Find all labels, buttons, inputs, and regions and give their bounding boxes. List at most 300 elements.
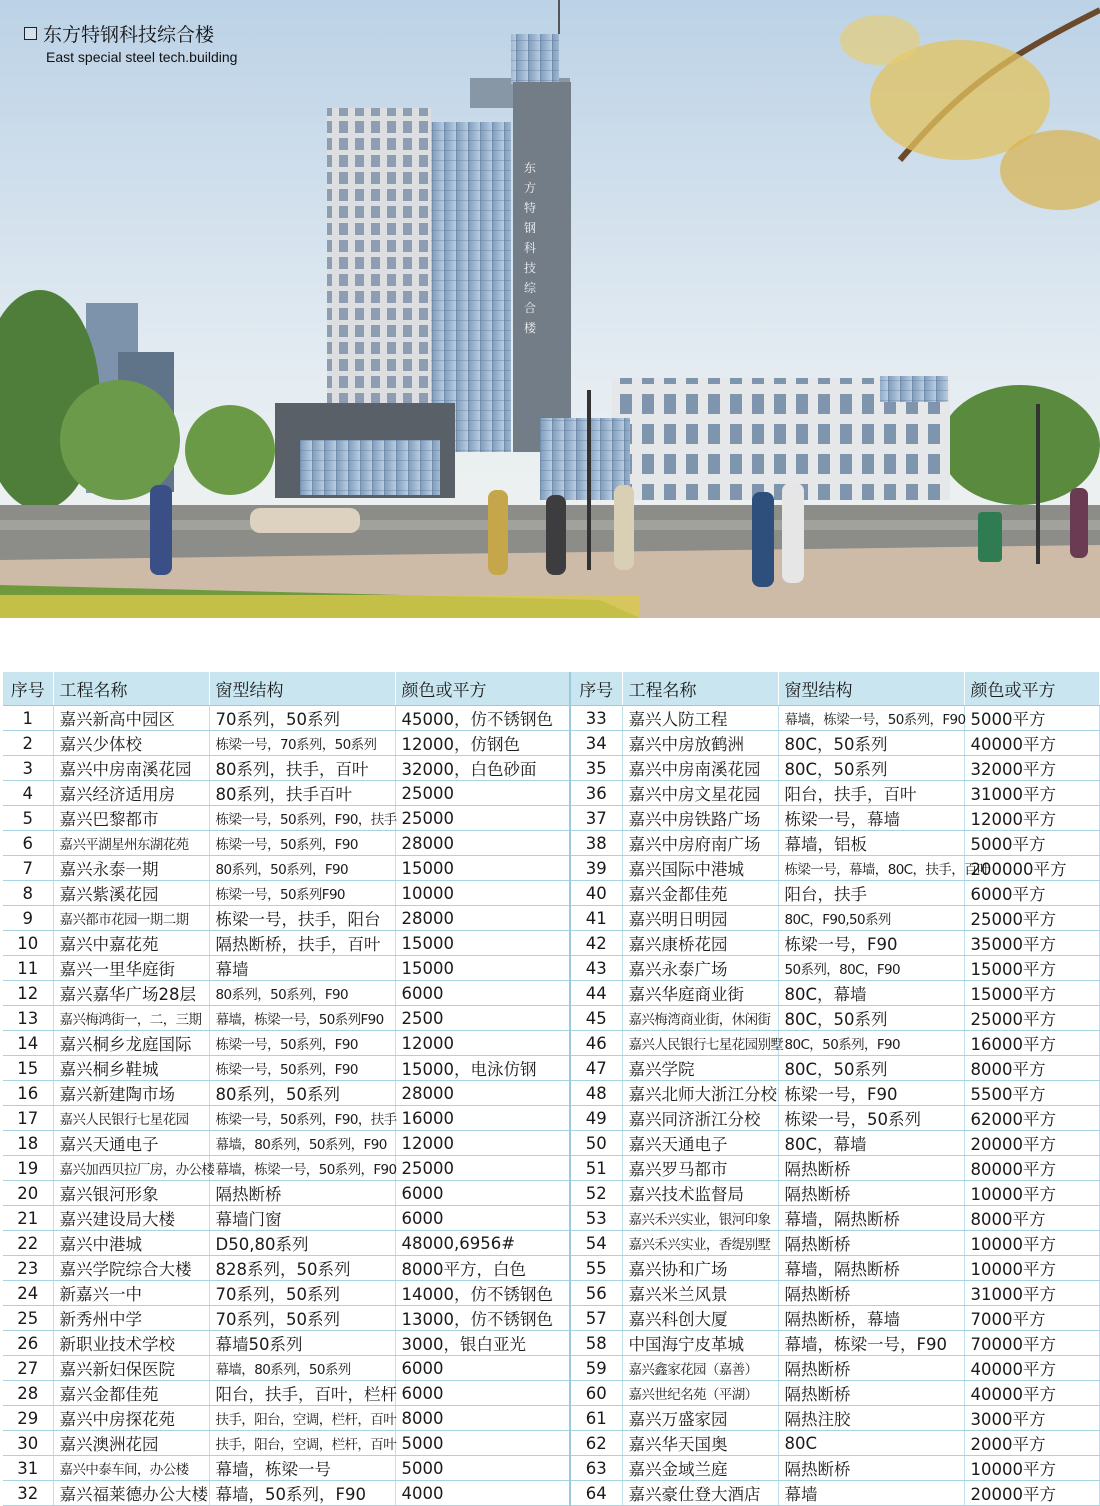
- window-type-cell: 幕墙，栋梁一号，50系列F90: [209, 1006, 395, 1031]
- project-name-cell: 嘉兴紫溪花园: [53, 881, 209, 906]
- window-type-cell: 80C，50系列: [778, 1006, 964, 1031]
- color-area-cell: 25000: [395, 806, 570, 831]
- window-type-cell: 隔热断桥: [778, 1231, 964, 1256]
- window-type-cell: 隔热断桥: [209, 1181, 395, 1206]
- window-type-cell: 阳台，扶手，百叶，栏杆: [209, 1381, 395, 1406]
- window-type-cell: D50,80系列: [209, 1231, 395, 1256]
- project-name-cell: 嘉兴新高中园区: [53, 706, 209, 731]
- color-area-cell: 12000: [395, 1131, 570, 1156]
- project-name-cell: 新嘉兴一中: [53, 1281, 209, 1306]
- table-row: [3, 1106, 1099, 1131]
- color-area-cell: 12000，仿钢色: [395, 731, 570, 756]
- seq-cell: 34: [570, 731, 622, 756]
- table-body: [3, 706, 1099, 1506]
- table-row: [3, 906, 1099, 931]
- window-type-cell: 828系列，50系列: [209, 1256, 395, 1281]
- seq-cell: 59: [570, 1356, 622, 1381]
- window-type-cell: 70系列，50系列: [209, 706, 395, 731]
- seq-cell: 56: [570, 1281, 622, 1306]
- color-area-cell: 200000平方: [964, 856, 1099, 881]
- table-row: [3, 1131, 1099, 1156]
- building-caption: [24, 20, 237, 65]
- table-row: [3, 1356, 1099, 1381]
- caption-title-en: East special steel tech.building: [46, 49, 238, 65]
- project-name-cell: 嘉兴华庭商业街: [622, 981, 778, 1006]
- table-row: [3, 931, 1099, 956]
- column-header: 颜色或平方: [395, 672, 570, 706]
- window-type-cell: 栋梁一号，F90: [778, 1081, 964, 1106]
- table-row: [3, 1081, 1099, 1106]
- project-name-cell: 嘉兴科创大厦: [622, 1306, 778, 1331]
- color-area-cell: 32000平方: [964, 756, 1099, 781]
- color-area-cell: 5000平方: [964, 706, 1099, 731]
- seq-cell: 10: [3, 931, 53, 956]
- color-area-cell: 70000平方: [964, 1331, 1099, 1356]
- project-name-cell: 嘉兴中房铁路广场: [622, 806, 778, 831]
- color-area-cell: 15000平方: [964, 981, 1099, 1006]
- table-row: [3, 1381, 1099, 1406]
- table-row: [3, 731, 1099, 756]
- window-type-cell: 80系列，50系列，F90: [209, 981, 395, 1006]
- project-name-cell: 嘉兴人民银行七星花园: [53, 1106, 209, 1131]
- seq-cell: 14: [3, 1031, 53, 1056]
- color-area-cell: 6000: [395, 1356, 570, 1381]
- project-name-cell: 嘉兴明日明园: [622, 906, 778, 931]
- seq-cell: 64: [570, 1481, 622, 1506]
- color-area-cell: 5000平方: [964, 831, 1099, 856]
- seq-cell: 42: [570, 931, 622, 956]
- square-bullet-icon: [24, 27, 37, 40]
- window-type-cell: 扶手，阳台，空调，栏杆，百叶: [209, 1431, 395, 1456]
- color-area-cell: 6000: [395, 1206, 570, 1231]
- table-row: [3, 1256, 1099, 1281]
- project-name-cell: 嘉兴华天国奥: [622, 1431, 778, 1456]
- table-row: [3, 1431, 1099, 1456]
- color-area-cell: 13000，仿不锈钢色: [395, 1306, 570, 1331]
- project-name-cell: 嘉兴福莱德办公大楼: [53, 1481, 209, 1506]
- project-name-cell: 嘉兴人民银行七星花园别墅: [622, 1031, 778, 1056]
- table-row: [3, 1281, 1099, 1306]
- seq-cell: 33: [570, 706, 622, 731]
- project-name-cell: 嘉兴中泰车间，办公楼: [53, 1456, 209, 1481]
- window-type-cell: 幕墙50系列: [209, 1331, 395, 1356]
- window-type-cell: 阳台，扶手，百叶: [778, 781, 964, 806]
- color-area-cell: 4000: [395, 1481, 570, 1506]
- color-area-cell: 48000,6956#: [395, 1231, 570, 1256]
- window-type-cell: 栋梁一号，50系列: [778, 1106, 964, 1131]
- window-type-cell: 隔热断桥，扶手，百叶: [209, 931, 395, 956]
- color-area-cell: 12000平方: [964, 806, 1099, 831]
- seq-cell: 37: [570, 806, 622, 831]
- seq-cell: 28: [3, 1381, 53, 1406]
- project-name-cell: 嘉兴中房放鹤洲: [622, 731, 778, 756]
- window-type-cell: 栋梁一号，50系列，F90，扶手: [209, 806, 395, 831]
- color-area-cell: 5500平方: [964, 1081, 1099, 1106]
- window-type-cell: 栋梁一号，70系列，50系列: [209, 731, 395, 756]
- window-type-cell: 80C，50系列: [778, 756, 964, 781]
- window-type-cell: 幕墙，栋梁一号，50系列，F90: [209, 1156, 395, 1181]
- project-name-cell: 嘉兴人防工程: [622, 706, 778, 731]
- seq-cell: 13: [3, 1006, 53, 1031]
- column-header: 序号: [3, 672, 53, 706]
- project-name-cell: 嘉兴金域兰庭: [622, 1456, 778, 1481]
- table-row: [3, 956, 1099, 981]
- seq-cell: 62: [570, 1431, 622, 1456]
- seq-cell: 54: [570, 1231, 622, 1256]
- color-area-cell: 8000平方: [964, 1206, 1099, 1231]
- table-row: [3, 1306, 1099, 1331]
- table-row: [3, 881, 1099, 906]
- project-name-cell: 嘉兴中嘉花苑: [53, 931, 209, 956]
- seq-cell: 39: [570, 856, 622, 881]
- seq-cell: 43: [570, 956, 622, 981]
- color-area-cell: 28000: [395, 906, 570, 931]
- project-name-cell: 嘉兴国际中港城: [622, 856, 778, 881]
- window-type-cell: 80C，F90,50系列: [778, 906, 964, 931]
- project-name-cell: 嘉兴万盛家园: [622, 1406, 778, 1431]
- color-area-cell: 10000平方: [964, 1456, 1099, 1481]
- project-name-cell: 嘉兴协和广场: [622, 1256, 778, 1281]
- project-name-cell: 嘉兴中港城: [53, 1231, 209, 1256]
- color-area-cell: 40000平方: [964, 1356, 1099, 1381]
- window-type-cell: 阳台，扶手: [778, 881, 964, 906]
- column-header: 工程名称: [622, 672, 778, 706]
- color-area-cell: 10000: [395, 881, 570, 906]
- window-type-cell: 栋梁一号，幕墙，80C，扶手，百叶: [778, 856, 964, 881]
- building-rendering: [0, 0, 1100, 618]
- window-type-cell: 80系列，扶手百叶: [209, 781, 395, 806]
- window-type-cell: 栋梁一号，幕墙: [778, 806, 964, 831]
- window-type-cell: 隔热断桥: [778, 1281, 964, 1306]
- color-area-cell: 15000平方: [964, 956, 1099, 981]
- color-area-cell: 16000: [395, 1106, 570, 1131]
- window-type-cell: 幕墙，80系列，50系列，F90: [209, 1131, 395, 1156]
- project-name-cell: 嘉兴澳洲花园: [53, 1431, 209, 1456]
- color-area-cell: 28000: [395, 831, 570, 856]
- project-name-cell: 嘉兴米兰风景: [622, 1281, 778, 1306]
- seq-cell: 57: [570, 1306, 622, 1331]
- window-type-cell: 隔热断桥，幕墙: [778, 1306, 964, 1331]
- window-type-cell: 80系列，50系列: [209, 1081, 395, 1106]
- seq-cell: 3: [3, 756, 53, 781]
- column-header: 窗型结构: [778, 672, 964, 706]
- seq-cell: 29: [3, 1406, 53, 1431]
- window-type-cell: 幕墙，栋梁一号，F90: [778, 1331, 964, 1356]
- seq-cell: 24: [3, 1281, 53, 1306]
- project-name-cell: 嘉兴新建陶市场: [53, 1081, 209, 1106]
- project-name-cell: 嘉兴建设局大楼: [53, 1206, 209, 1231]
- seq-cell: 8: [3, 881, 53, 906]
- color-area-cell: 31000平方: [964, 781, 1099, 806]
- table-row: [3, 706, 1099, 731]
- table-row: [3, 1181, 1099, 1206]
- window-type-cell: 栋梁一号，50系列F90: [209, 881, 395, 906]
- window-type-cell: 80系列，扶手，百叶: [209, 756, 395, 781]
- color-area-cell: 6000: [395, 981, 570, 1006]
- project-name-cell: 嘉兴梅湾商业街，休闲街: [622, 1006, 778, 1031]
- seq-cell: 23: [3, 1256, 53, 1281]
- window-type-cell: 70系列，50系列: [209, 1306, 395, 1331]
- color-area-cell: 25000: [395, 781, 570, 806]
- color-area-cell: 8000平方，白色: [395, 1256, 570, 1281]
- window-type-cell: 70系列，50系列: [209, 1281, 395, 1306]
- seq-cell: 18: [3, 1131, 53, 1156]
- color-area-cell: 12000: [395, 1031, 570, 1056]
- seq-cell: 41: [570, 906, 622, 931]
- seq-cell: 20: [3, 1181, 53, 1206]
- seq-cell: 16: [3, 1081, 53, 1106]
- color-area-cell: 35000平方: [964, 931, 1099, 956]
- project-name-cell: 嘉兴加西贝拉厂房，办公楼: [53, 1156, 209, 1181]
- table-row: [3, 1031, 1099, 1056]
- color-area-cell: 10000平方: [964, 1256, 1099, 1281]
- seq-cell: 30: [3, 1431, 53, 1456]
- window-type-cell: 80系列，50系列，F90: [209, 856, 395, 881]
- seq-cell: 17: [3, 1106, 53, 1131]
- main-tower-left: [327, 108, 431, 408]
- project-name-cell: 嘉兴梅鸿街一，二，三期: [53, 1006, 209, 1031]
- color-area-cell: 16000平方: [964, 1031, 1099, 1056]
- seq-cell: 63: [570, 1456, 622, 1481]
- project-name-cell: 嘉兴金都佳苑: [53, 1381, 209, 1406]
- project-name-cell: 嘉兴金都佳苑: [622, 881, 778, 906]
- seq-cell: 1: [3, 706, 53, 731]
- window-type-cell: 80C，幕墙: [778, 1131, 964, 1156]
- color-area-cell: 2000平方: [964, 1431, 1099, 1456]
- color-area-cell: 25000: [395, 1156, 570, 1181]
- window-type-cell: 80C，50系列: [778, 1056, 964, 1081]
- window-type-cell: 隔热断桥: [778, 1356, 964, 1381]
- color-area-cell: 80000平方: [964, 1156, 1099, 1181]
- seq-cell: 36: [570, 781, 622, 806]
- window-type-cell: 扶手，阳台，空调，栏杆，百叶: [209, 1406, 395, 1431]
- color-area-cell: 6000: [395, 1181, 570, 1206]
- project-name-cell: 嘉兴都市花园一期二期: [53, 906, 209, 931]
- seq-cell: 50: [570, 1131, 622, 1156]
- project-name-cell: 嘉兴天通电子: [53, 1131, 209, 1156]
- window-type-cell: 80C，50系列，F90: [778, 1031, 964, 1056]
- project-name-cell: 嘉兴嘉华广场28层: [53, 981, 209, 1006]
- window-type-cell: 幕墙，铝板: [778, 831, 964, 856]
- color-area-cell: 8000: [395, 1406, 570, 1431]
- window-type-cell: 幕墙，80系列，50系列: [209, 1356, 395, 1381]
- table-row: [3, 1156, 1099, 1181]
- column-header: 窗型结构: [209, 672, 395, 706]
- seq-cell: 31: [3, 1456, 53, 1481]
- seq-cell: 12: [3, 981, 53, 1006]
- window-type-cell: 隔热断桥: [778, 1181, 964, 1206]
- seq-cell: 51: [570, 1156, 622, 1181]
- project-name-cell: 嘉兴经济适用房: [53, 781, 209, 806]
- project-name-cell: 嘉兴平湖星州东湖花苑: [53, 831, 209, 856]
- table-row: [3, 981, 1099, 1006]
- project-name-cell: 嘉兴中房探花苑: [53, 1406, 209, 1431]
- seq-cell: 44: [570, 981, 622, 1006]
- color-area-cell: 32000，白色砂面: [395, 756, 570, 781]
- seq-cell: 49: [570, 1106, 622, 1131]
- building-illustration: [0, 0, 1100, 618]
- color-area-cell: 5000: [395, 1456, 570, 1481]
- project-name-cell: 嘉兴世纪名苑（平湖）: [622, 1381, 778, 1406]
- project-name-cell: 嘉兴中房南溪花园: [53, 756, 209, 781]
- seq-cell: 27: [3, 1356, 53, 1381]
- window-type-cell: 50系列，80C，F90: [778, 956, 964, 981]
- window-type-cell: 80C: [778, 1431, 964, 1456]
- seq-cell: 19: [3, 1156, 53, 1181]
- seq-cell: 47: [570, 1056, 622, 1081]
- color-area-cell: 15000，电泳仿钢: [395, 1056, 570, 1081]
- project-name-cell: 嘉兴中房府南广场: [622, 831, 778, 856]
- seq-cell: 25: [3, 1306, 53, 1331]
- seq-cell: 58: [570, 1331, 622, 1356]
- table-row: [3, 1456, 1099, 1481]
- project-name-cell: 嘉兴技术监督局: [622, 1181, 778, 1206]
- color-area-cell: 8000平方: [964, 1056, 1099, 1081]
- tower-sign: 东方特钢科技综合楼: [523, 161, 536, 335]
- seq-cell: 38: [570, 831, 622, 856]
- window-type-cell: 幕墙，栋梁一号，50系列，F90: [778, 706, 964, 731]
- window-type-cell: 栋梁一号，50系列，F90: [209, 1056, 395, 1081]
- window-type-cell: 隔热断桥: [778, 1456, 964, 1481]
- project-name-cell: 嘉兴鑫家花园（嘉善）: [622, 1356, 778, 1381]
- color-area-cell: 2500: [395, 1006, 570, 1031]
- color-area-cell: 62000平方: [964, 1106, 1099, 1131]
- caption-title-zh: 东方特钢科技综合楼: [43, 24, 215, 46]
- color-area-cell: 15000: [395, 956, 570, 981]
- seq-cell: 48: [570, 1081, 622, 1106]
- window-type-cell: 幕墙，栋梁一号: [209, 1456, 395, 1481]
- seq-cell: 53: [570, 1206, 622, 1231]
- column-header: 颜色或平方: [964, 672, 1099, 706]
- table-row: [3, 831, 1099, 856]
- window-type-cell: 幕墙，隔热断桥: [778, 1206, 964, 1231]
- window-type-cell: 栋梁一号，50系列，F90: [209, 831, 395, 856]
- project-name-cell: 嘉兴新妇保医院: [53, 1356, 209, 1381]
- table-row: [3, 781, 1099, 806]
- color-area-cell: 7000平方: [964, 1306, 1099, 1331]
- project-name-cell: 嘉兴桐乡龙庭国际: [53, 1031, 209, 1056]
- window-type-cell: 栋梁一号，扶手，阳台: [209, 906, 395, 931]
- table-row: [3, 1006, 1099, 1031]
- seq-cell: 4: [3, 781, 53, 806]
- project-name-cell: 嘉兴禾兴实业，香缇别墅: [622, 1231, 778, 1256]
- project-table-container: [3, 672, 1099, 1506]
- seq-cell: 46: [570, 1031, 622, 1056]
- seq-cell: 35: [570, 756, 622, 781]
- project-name-cell: 嘉兴中房文星花园: [622, 781, 778, 806]
- seq-cell: 7: [3, 856, 53, 881]
- window-type-cell: 隔热注胶: [778, 1406, 964, 1431]
- project-name-cell: 嘉兴学院综合大楼: [53, 1256, 209, 1281]
- project-name-cell: 嘉兴学院: [622, 1056, 778, 1081]
- table-row: [3, 1481, 1099, 1506]
- color-area-cell: 10000平方: [964, 1231, 1099, 1256]
- table-row: [3, 1231, 1099, 1256]
- window-type-cell: 幕墙，隔热断桥: [778, 1256, 964, 1281]
- seq-cell: 22: [3, 1231, 53, 1256]
- seq-cell: 11: [3, 956, 53, 981]
- table-row: [3, 1331, 1099, 1356]
- color-area-cell: 28000: [395, 1081, 570, 1106]
- seq-cell: 61: [570, 1406, 622, 1431]
- seq-cell: 15: [3, 1056, 53, 1081]
- window-type-cell: 幕墙，50系列，F90: [209, 1481, 395, 1506]
- project-name-cell: 嘉兴同济浙江分校: [622, 1106, 778, 1131]
- seq-cell: 52: [570, 1181, 622, 1206]
- color-area-cell: 25000平方: [964, 906, 1099, 931]
- color-area-cell: 20000平方: [964, 1131, 1099, 1156]
- project-name-cell: 嘉兴中房南溪花园: [622, 756, 778, 781]
- column-header: 工程名称: [53, 672, 209, 706]
- window-type-cell: 栋梁一号，50系列，F90，扶手: [209, 1106, 395, 1131]
- window-type-cell: 80C，幕墙: [778, 981, 964, 1006]
- window-type-cell: 栋梁一号，50系列，F90: [209, 1031, 395, 1056]
- window-type-cell: 幕墙门窗: [209, 1206, 395, 1231]
- color-area-cell: 40000平方: [964, 1381, 1099, 1406]
- project-name-cell: 新职业技术学校: [53, 1331, 209, 1356]
- color-area-cell: 15000: [395, 931, 570, 956]
- column-header: 序号: [570, 672, 622, 706]
- seq-cell: 21: [3, 1206, 53, 1231]
- project-name-cell: 嘉兴北师大浙江分校: [622, 1081, 778, 1106]
- project-name-cell: 嘉兴少体校: [53, 731, 209, 756]
- project-name-cell: 嘉兴银河形象: [53, 1181, 209, 1206]
- color-area-cell: 6000平方: [964, 881, 1099, 906]
- table-row: [3, 1206, 1099, 1231]
- seq-cell: 9: [3, 906, 53, 931]
- window-type-cell: 80C，50系列: [778, 731, 964, 756]
- seq-cell: 60: [570, 1381, 622, 1406]
- table-row: [3, 806, 1099, 831]
- seq-cell: 26: [3, 1331, 53, 1356]
- project-name-cell: 嘉兴天通电子: [622, 1131, 778, 1156]
- window-type-cell: 幕墙: [778, 1481, 964, 1506]
- color-area-cell: 14000，仿不锈钢色: [395, 1281, 570, 1306]
- seq-cell: 40: [570, 881, 622, 906]
- window-type-cell: 栋梁一号，F90: [778, 931, 964, 956]
- table-row: [3, 1056, 1099, 1081]
- table-row: [3, 856, 1099, 881]
- color-area-cell: 5000: [395, 1431, 570, 1456]
- project-name-cell: 嘉兴永泰一期: [53, 856, 209, 881]
- seq-cell: 55: [570, 1256, 622, 1281]
- color-area-cell: 15000: [395, 856, 570, 881]
- color-area-cell: 6000: [395, 1381, 570, 1406]
- seq-cell: 2: [3, 731, 53, 756]
- project-name-cell: 嘉兴康桥花园: [622, 931, 778, 956]
- color-area-cell: 3000平方: [964, 1406, 1099, 1431]
- window-type-cell: 隔热断桥: [778, 1156, 964, 1181]
- project-name-cell: 嘉兴豪仕登大酒店: [622, 1481, 778, 1506]
- color-area-cell: 25000平方: [964, 1006, 1099, 1031]
- window-type-cell: 幕墙: [209, 956, 395, 981]
- color-area-cell: 20000平方: [964, 1481, 1099, 1506]
- color-area-cell: 3000，银白亚光: [395, 1331, 570, 1356]
- project-name-cell: 嘉兴永泰广场: [622, 956, 778, 981]
- project-name-cell: 中国海宁皮革城: [622, 1331, 778, 1356]
- color-area-cell: 31000平方: [964, 1281, 1099, 1306]
- table-header-row: [3, 672, 1099, 706]
- seq-cell: 6: [3, 831, 53, 856]
- seq-cell: 45: [570, 1006, 622, 1031]
- window-type-cell: 隔热断桥: [778, 1381, 964, 1406]
- color-area-cell: 45000，仿不锈钢色: [395, 706, 570, 731]
- seq-cell: 32: [3, 1481, 53, 1506]
- table-row: [3, 756, 1099, 781]
- color-area-cell: 40000平方: [964, 731, 1099, 756]
- project-name-cell: 嘉兴一里华庭街: [53, 956, 209, 981]
- color-area-cell: 10000平方: [964, 1181, 1099, 1206]
